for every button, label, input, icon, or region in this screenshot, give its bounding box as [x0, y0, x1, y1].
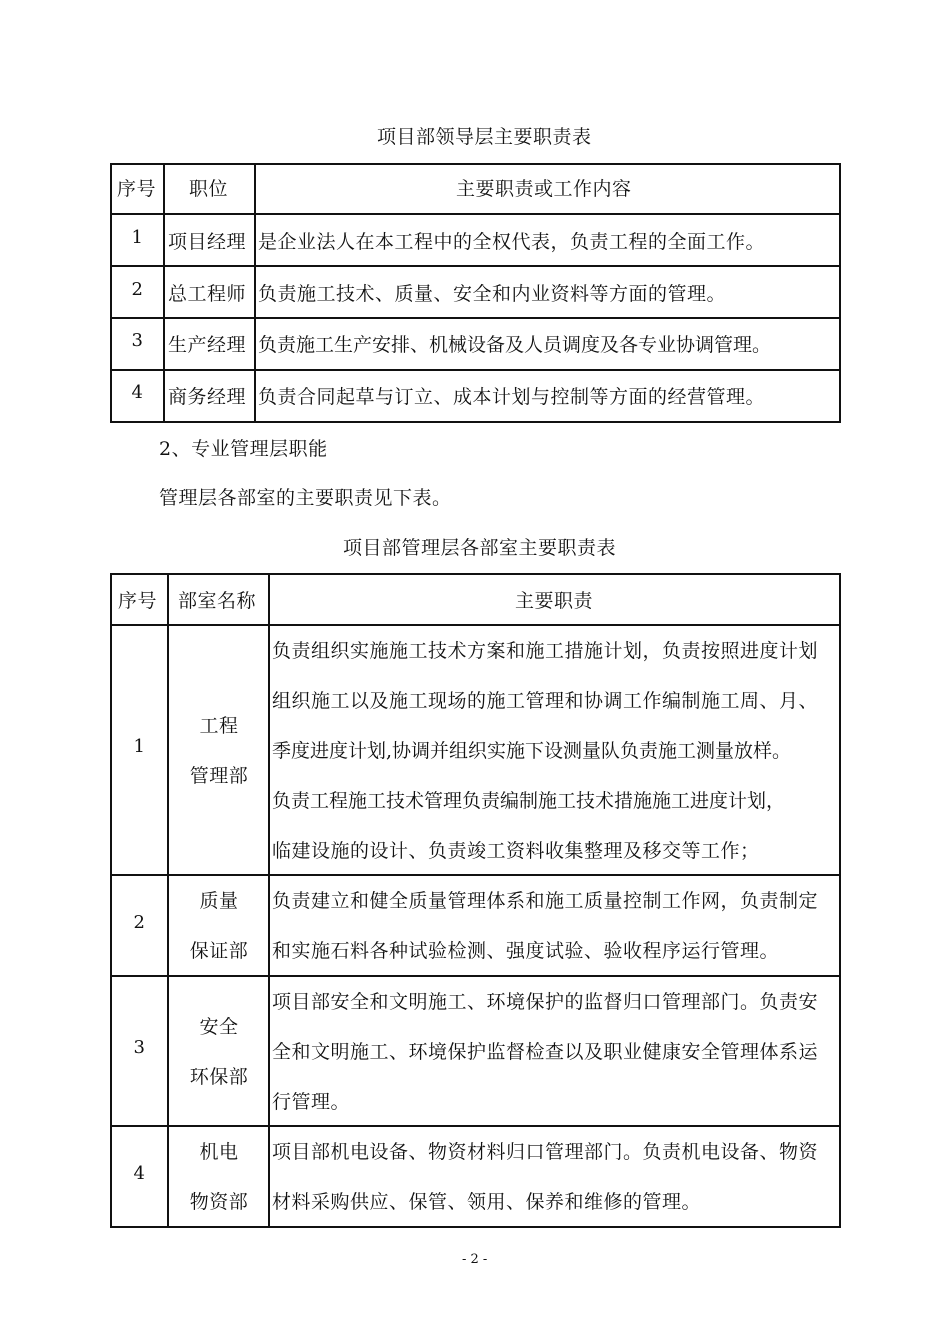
position-cell: 生产经理	[168, 334, 247, 356]
position-cell: 商务经理	[168, 386, 247, 408]
position-cell: 总工程师	[168, 283, 247, 305]
table1-title: 项目部领导层主要职责表	[377, 126, 592, 148]
dept-name-line: 物资部	[189, 1191, 249, 1213]
row-number: 4	[131, 382, 144, 403]
duty-line: 临建设施的设计、负责竣工资料收集整理及移交等工作；	[272, 840, 760, 862]
header-duties: 主要职责或工作内容	[456, 178, 632, 200]
duty-line: 负责建立和健全质量管理体系和施工质量控制工作网，负责制定	[272, 890, 819, 912]
table-rule	[110, 573, 841, 575]
row-number: 3	[133, 1037, 146, 1058]
table2-title: 项目部管理层各部室主要职责表	[343, 537, 617, 559]
dept-name-line: 质量	[199, 890, 239, 912]
table-rule	[110, 573, 112, 1228]
table-rule	[254, 163, 256, 423]
duties-cell: 负责合同起草与订立、成本计划与控制等方面的经营管理。	[258, 386, 766, 408]
header-dept: 部室名称	[178, 590, 257, 612]
table-rule	[110, 265, 841, 267]
dept-name-line: 安全	[199, 1016, 239, 1038]
dept-name-line: 管理部	[189, 765, 249, 787]
duty-line: 全和文明施工、环境保护监督检查以及职业健康安全管理体系运	[272, 1041, 819, 1063]
duties-cell: 是企业法人在本工程中的全权代表，负责工程的全面工作。	[258, 231, 766, 253]
table-rule	[110, 317, 841, 319]
table-rule	[839, 163, 841, 423]
duty-line: 和实施石料各种试验检测、强度试验、验收程序运行管理。	[272, 940, 780, 962]
row-number: 4	[133, 1163, 146, 1184]
duty-line: 季度进度计划,协调并组织实施下设测量队负责施工测量放样。	[272, 740, 792, 762]
table-rule	[110, 369, 841, 371]
table-rule	[163, 163, 165, 423]
section-heading: 2、专业管理层职能	[159, 438, 328, 460]
table-rule	[110, 874, 841, 876]
table-rule	[268, 573, 270, 1228]
row-number: 1	[131, 227, 144, 248]
table-rule	[839, 573, 841, 1228]
table-rule	[110, 975, 841, 977]
duty-line: 负责工程施工技术管理负责编制施工技术措施施工进度计划，	[272, 790, 786, 812]
row-number: 1	[133, 736, 146, 757]
row-number: 3	[131, 330, 144, 351]
dept-name-line: 环保部	[189, 1066, 249, 1088]
table-rule	[110, 421, 841, 423]
table-rule	[110, 1226, 841, 1228]
row-number: 2	[131, 279, 144, 300]
header-duties: 主要职责	[515, 590, 594, 612]
table-rule	[110, 1125, 841, 1127]
page-number: - 2 -	[462, 1252, 488, 1267]
table-rule	[110, 213, 841, 215]
duty-line: 项目部安全和文明施工、环境保护的监督归口管理部门。负责安	[272, 991, 819, 1013]
duty-line: 组织施工以及施工现场的施工管理和协调工作编制施工周、月、	[272, 690, 819, 712]
header-position: 职位	[189, 178, 229, 200]
table-rule	[110, 163, 841, 165]
table-rule	[167, 573, 169, 1228]
dept-name-line: 保证部	[189, 940, 249, 962]
duty-line: 行管理。	[272, 1091, 351, 1113]
duties-cell: 负责施工生产安排、机械设备及人员调度及各专业协调管理。	[258, 334, 772, 356]
position-cell: 项目经理	[168, 231, 247, 253]
dept-name-line: 机电	[199, 1141, 239, 1163]
duty-line: 材料采购供应、保管、领用、保养和维修的管理。	[272, 1191, 702, 1213]
header-no: 序号	[118, 590, 158, 612]
section-intro: 管理层各部室的主要职责见下表。	[159, 487, 452, 509]
row-number: 2	[133, 912, 146, 933]
table-rule	[110, 624, 841, 626]
duty-line: 负责组织实施施工技术方案和施工措施计划，负责按照进度计划	[272, 640, 819, 662]
dept-name-line: 工程	[199, 715, 239, 737]
duty-line: 项目部机电设备、物资材料归口管理部门。负责机电设备、物资	[272, 1141, 819, 1163]
header-no: 序号	[117, 178, 157, 200]
duties-cell: 负责施工技术、质量、安全和内业资料等方面的管理。	[258, 283, 727, 305]
